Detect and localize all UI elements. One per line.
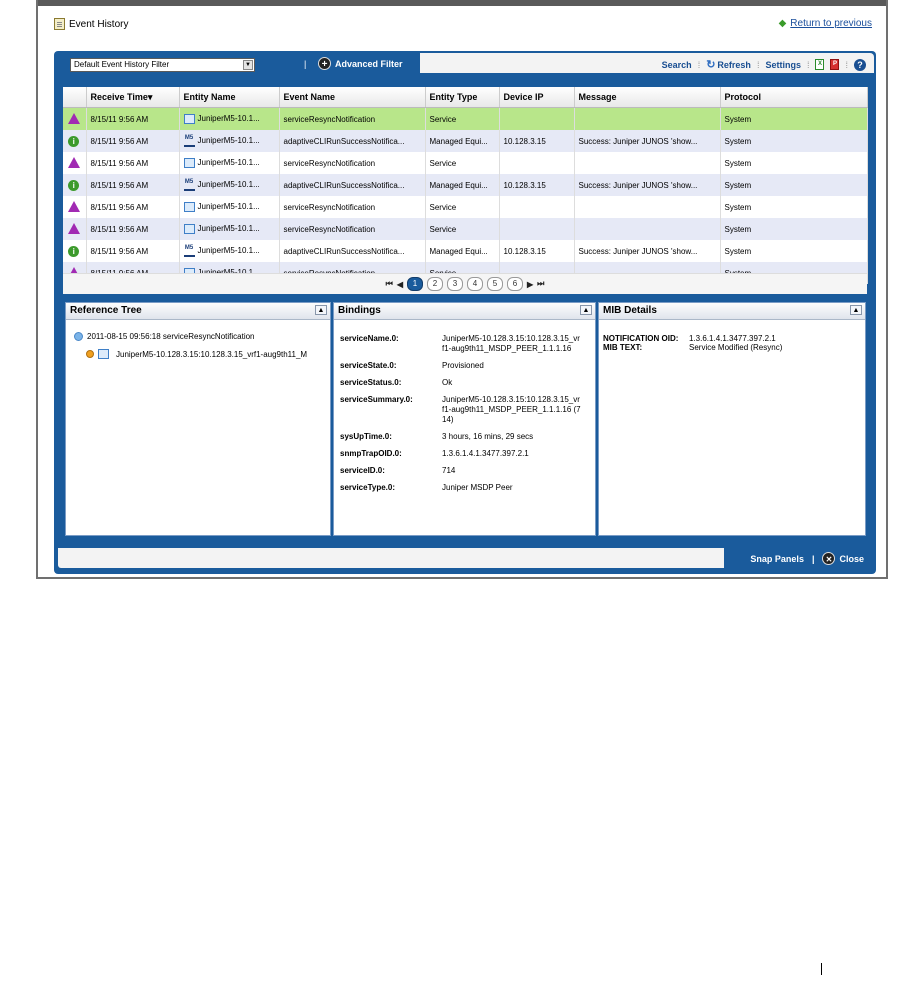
reference-tree-panel [65,302,331,536]
mib-text-row [599,343,865,352]
settings-button[interactable]: Settings [765,59,801,70]
binding-key: serviceState.0: [340,361,397,370]
mib-text-label: MIB TEXT: [603,343,643,352]
binding-row [334,395,595,425]
event-table [63,87,868,284]
binding-row [334,334,595,354]
column-header-severity[interactable] [63,87,86,108]
service-icon [184,224,195,234]
cell-message [574,152,720,174]
binding-row [334,378,595,388]
toolbar-divider: ⁞ [697,59,701,70]
refresh-icon: ↻ [706,59,716,71]
cell-entity-name [179,152,279,174]
severity-cell [63,196,86,218]
search-button[interactable]: Search [661,59,692,70]
footer-separator: | [811,553,815,564]
binding-value: 1.3.6.1.4.1.3477.397.2.1 [442,449,529,458]
severity-major-icon [68,201,80,212]
service-icon [184,158,195,168]
cell-message [574,218,720,240]
column-header-protocol[interactable]: Protocol [720,87,867,108]
event-history-window [36,0,888,579]
pagination [63,273,867,294]
binding-row [334,361,595,371]
cell-device-ip: 10.128.3.15 [499,240,574,262]
mib-details-body [599,320,865,352]
service-icon [98,349,109,359]
entity-name-text: JuniperM5-10.1... [197,136,260,146]
page-number-button[interactable]: 1 [407,277,423,291]
last-page-icon[interactable]: ⏭ [537,279,545,288]
mib-details-title: MIB Details [603,305,657,316]
collapse-icon[interactable]: ▲ [580,305,592,315]
page-number-button[interactable]: 3 [447,277,463,291]
toolbar-divider: ⁞ [845,59,848,70]
severity-cell [63,218,86,240]
binding-key: serviceSummary.0: [340,395,413,404]
event-panel [54,51,876,574]
window-top-border [38,0,886,6]
mib-text-value: Service Modified (Resync) [689,343,783,352]
sort-desc-icon: ▾ [147,91,153,102]
close-button[interactable] [822,552,864,565]
severity-minor-icon [86,350,94,358]
filter-dropdown[interactable] [70,58,255,72]
entity-name-text: JuniperM5-10.1... [197,246,260,256]
cell-entity-type: Service [425,152,499,174]
help-icon[interactable]: ? [854,59,866,71]
severity-info-icon: i [68,246,79,257]
page-number-button[interactable]: 6 [507,277,523,291]
cell-message [574,196,720,218]
binding-row [334,432,595,442]
severity-major-icon [68,157,80,168]
managed-device-icon: M5 [184,135,195,147]
column-header-event-name[interactable]: Event Name [279,87,425,108]
binding-key: serviceID.0: [340,466,385,475]
page-number-button[interactable]: 5 [487,277,503,291]
next-page-icon[interactable]: ▶ [527,279,534,289]
cell-device-ip: 10.128.3.15 [499,130,574,152]
severity-cell [63,174,86,196]
binding-row [334,466,595,476]
binding-key: serviceStatus.0: [340,378,402,387]
cell-entity-type: Managed Equi... [425,174,499,196]
footer-background [58,548,724,568]
page-numbers [407,277,523,291]
snap-panels-button[interactable]: Snap Panels [750,553,804,564]
cell-event-name: adaptiveCLIRunSuccessNotifica... [279,240,425,262]
bindings-title: Bindings [338,305,381,316]
cell-entity-type: Managed Equi... [425,130,499,152]
cell-protocol: System [720,152,867,174]
binding-key: serviceName.0: [340,334,399,343]
collapse-icon[interactable]: ▲ [850,305,862,315]
cell-message [574,108,720,131]
event-history-icon [54,18,65,30]
cell-event-name: adaptiveCLIRunSuccessNotifica... [279,130,425,152]
entity-name-text: JuniperM5-10.1... [197,158,260,168]
page-margin-marker [821,963,822,975]
cell-receive-time: 8/15/11 9:56 AM [86,130,179,152]
binding-value: 714 [442,466,456,475]
toolbar-actions [662,58,866,71]
column-header-entity-name[interactable]: Entity Name [179,87,279,108]
binding-key: snmpTrapOID.0: [340,449,402,458]
return-link-label: Return to previous [790,18,872,29]
severity-cell [63,108,86,131]
table-row[interactable] [63,130,867,152]
tree-node-root[interactable] [74,332,330,341]
cell-event-name: serviceResyncNotification [279,108,425,131]
collapse-icon[interactable]: ▲ [315,305,327,315]
cell-device-ip [499,196,574,218]
cell-entity-name [179,174,279,196]
cell-receive-time: 8/15/11 9:56 AM [86,152,179,174]
table-row[interactable] [63,108,867,131]
cell-message: Success: Juniper JUNOS 'show... [574,240,720,262]
severity-major-icon [68,223,80,234]
back-arrow-icon: ◆ [778,18,787,29]
footer-actions [750,552,864,565]
mib-details-header [599,303,865,320]
cell-device-ip [499,108,574,131]
table-row[interactable] [63,174,867,196]
mib-oid-row [599,334,865,343]
service-icon [184,114,195,124]
cell-message: Success: Juniper JUNOS 'show... [574,130,720,152]
first-page-icon[interactable]: ⏮ [385,279,393,288]
mib-oid-value: 1.3.6.1.4.1.3477.397.2.1 [689,334,776,343]
toolbar-separator: | [304,59,307,69]
cell-protocol: System [720,240,867,262]
page-number-button[interactable]: 4 [467,277,483,291]
cell-entity-type: Service [425,196,499,218]
tree-root-label: 2011-08-15 09:56:18 serviceResyncNotification [87,332,255,341]
cell-device-ip [499,152,574,174]
tree-expand-icon[interactable] [74,332,83,341]
page-title-text: Event History [69,18,129,30]
cell-receive-time: 8/15/11 9:56 AM [86,196,179,218]
cell-message: Success: Juniper JUNOS 'show... [574,174,720,196]
cell-protocol: System [720,196,867,218]
close-label: Close [839,553,864,564]
table-row[interactable] [63,196,867,218]
cell-protocol: System [720,218,867,240]
severity-cell [63,130,86,152]
return-to-previous-link[interactable] [779,18,872,29]
severity-info-icon: i [68,136,79,147]
managed-device-icon: M5 [184,179,195,191]
binding-key: sysUpTime.0: [340,432,392,441]
cell-receive-time: 8/15/11 9:56 AM [86,218,179,240]
bindings-panel [333,302,596,536]
binding-row [334,483,595,493]
entity-name-text: JuniperM5-10.1... [197,224,260,234]
entity-name-text: JuniperM5-10.1... [197,202,260,212]
prev-page-icon[interactable]: ◀ [396,279,403,289]
export-excel-icon[interactable]: X [815,59,824,70]
column-header-receive-time[interactable]: Receive Time▾ [86,87,179,108]
cell-entity-name [179,240,279,262]
column-header-message[interactable]: Message [574,87,720,108]
cell-entity-name [179,218,279,240]
cell-event-name: serviceResyncNotification [279,152,425,174]
plus-icon: + [318,57,331,70]
reference-tree-header [66,303,330,320]
mib-details-panel [598,302,866,536]
cell-entity-name [179,130,279,152]
cell-entity-type: Service [425,108,499,131]
binding-value: JuniperM5-10.128.3.15:10.128.3.15_vrf1-aug9th11_MSDP_PEER_1.1.1.16 [442,334,580,353]
mib-oid-label: NOTIFICATION OID: [603,334,679,343]
cell-event-name: serviceResyncNotification [279,196,425,218]
reference-tree-title: Reference Tree [70,305,142,316]
severity-cell [63,152,86,174]
export-pdf-icon[interactable]: P [830,59,839,70]
table-body [63,108,867,285]
chevron-down-icon[interactable]: ▼ [243,60,253,70]
bindings-list [334,320,595,493]
managed-device-icon: M5 [184,245,195,257]
cell-receive-time: 8/15/11 9:56 AM [86,108,179,131]
event-grid [63,87,867,293]
cell-entity-type: Managed Equi... [425,240,499,262]
binding-value: Juniper MSDP Peer [442,483,513,492]
cell-receive-time: 8/15/11 9:56 AM [86,174,179,196]
refresh-label: Refresh [717,59,751,70]
cell-device-ip [499,218,574,240]
binding-value: Ok [442,378,453,387]
close-icon: ✕ [822,552,835,565]
cell-receive-time: 8/15/11 9:56 AM [86,240,179,262]
cell-protocol: System [720,108,867,131]
tree-child-label: JuniperM5-10.128.3.15:10.128.3.15_vrf1-aug9th11_M [116,349,308,359]
cell-protocol: System [720,130,867,152]
entity-name-text: JuniperM5-10.1... [197,180,260,190]
reference-tree [66,320,330,359]
cell-device-ip: 10.128.3.15 [499,174,574,196]
cell-protocol: System [720,174,867,196]
binding-value: Provisioned [442,361,484,370]
table-row[interactable] [63,218,867,240]
advanced-filter-button[interactable] [318,57,403,70]
severity-info-icon: i [68,180,79,191]
column-header-entity-type[interactable]: Entity Type [425,87,499,108]
refresh-button[interactable] [706,58,751,71]
column-header-device-ip[interactable]: Device IP [499,87,574,108]
binding-row [334,449,595,459]
tree-node-child[interactable] [74,349,330,359]
table-header-row [63,87,867,108]
entity-name-text: JuniperM5-10.1... [197,114,260,124]
cell-event-name: serviceResyncNotification [279,218,425,240]
cell-entity-name [179,196,279,218]
binding-key: serviceType.0: [340,483,395,492]
page-title [54,18,128,30]
binding-value: 3 hours, 16 mins, 29 secs [442,432,534,441]
table-row[interactable] [63,240,867,262]
toolbar-divider: ⁞ [806,59,810,70]
cell-entity-type: Service [425,218,499,240]
table-row[interactable] [63,152,867,174]
severity-cell [63,240,86,262]
filter-dropdown-value: Default Event History Filter [74,60,170,69]
advanced-filter-label: Advanced Filter [335,58,403,69]
cell-event-name: adaptiveCLIRunSuccessNotifica... [279,174,425,196]
cell-entity-name [179,108,279,131]
bindings-header [334,303,595,320]
binding-value: JuniperM5-10.128.3.15:10.128.3.15_vrf1-aug9th11_MSDP_PEER_1.1.1.16 (714) [442,395,581,424]
severity-major-icon [68,113,80,124]
page-number-button[interactable]: 2 [427,277,443,291]
toolbar-divider: ⁞ [756,59,760,70]
service-icon [184,202,195,212]
